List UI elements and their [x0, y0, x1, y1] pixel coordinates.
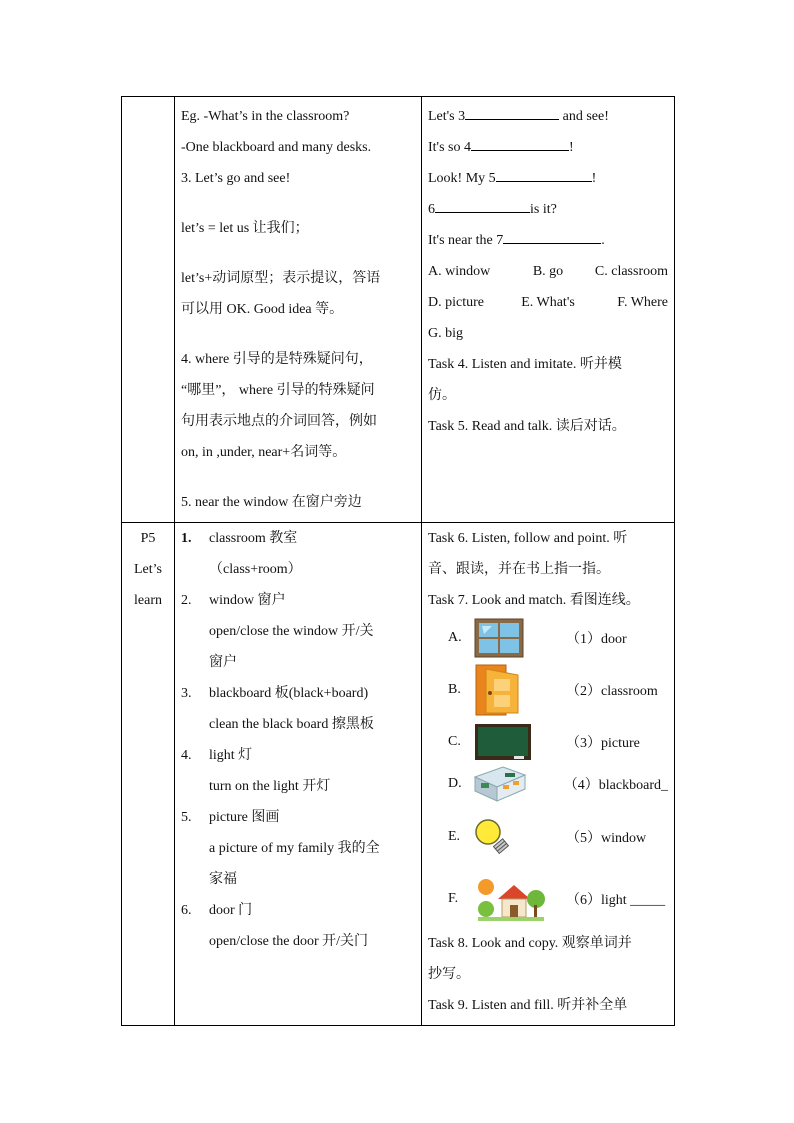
table-row — [122, 97, 675, 523]
row2-col3 — [422, 523, 675, 1026]
fill-line-7: It's near the 7 . — [428, 225, 668, 256]
blank-3[interactable] — [465, 105, 559, 120]
example-question: Eg. -What’s in the classroom? — [181, 109, 350, 124]
blank-5[interactable] — [496, 167, 592, 182]
where-note-2: “哪里”， where 引导的特殊疑问 — [181, 383, 375, 398]
blank-6[interactable] — [435, 198, 530, 213]
task-8-cont: 抄写。 — [428, 967, 470, 982]
lets-usage-1: let’s+动词原型；表示提议，答语 — [181, 271, 381, 286]
door-icon[interactable] — [474, 662, 544, 718]
near-note: 5. near the window 在窗户旁边 — [181, 495, 362, 510]
blackboard-icon[interactable] — [474, 719, 544, 765]
task-9: Task 9. Listen and fill. 听并补全单 — [428, 998, 628, 1013]
task-6: Task 6. Listen, follow and point. 听 — [428, 531, 628, 546]
picture-icon[interactable] — [474, 872, 554, 926]
options-row-3: G. big — [428, 326, 463, 341]
blank-4[interactable] — [471, 136, 569, 151]
vocab-classroom: classroom 教室 — [209, 531, 298, 546]
light-bulb-icon[interactable] — [474, 809, 544, 865]
note-3: 3. Let’s go and see! — [181, 171, 291, 186]
row2-col2: 1. classroom 教室 （class+room） 2. window 窗户 open/close the window 开/关 窗户 3. blackboard 板(black+board) clean the black board 擦黑板 4. light 灯 turn on the light 开灯 5. picture 图画 a picture of my family 我的全 家福 6. door 门 open/close the door 开/关门 — [175, 523, 422, 1026]
example-answer: -One blackboard and many desks. — [181, 140, 372, 155]
task-4: Task 4. Listen and imitate. 听并模 — [428, 357, 622, 372]
task-8: Task 8. Look and copy. 观察单词并 — [428, 936, 632, 951]
section-label: Let’s — [134, 562, 162, 577]
table-row — [122, 523, 675, 1026]
vocab-picture: picture 图画 — [209, 810, 280, 825]
fill-line-5: Look! My 5 ! — [428, 163, 668, 194]
lesson-table — [121, 96, 675, 1026]
vocab-window: window 窗户 — [209, 593, 286, 608]
row1-col2 — [175, 97, 422, 523]
task-6-cont: 音、跟读，并在书上指一指。 — [428, 562, 610, 577]
task-7: Task 7. Look and match. 看图连线。 — [428, 593, 640, 608]
match-row: B. （2）classroom — [428, 660, 668, 720]
lets-usage-2: 可以用 OK. Good idea 等。 — [181, 302, 344, 317]
options-row-2: D. picture E. What's F. Where — [428, 295, 668, 310]
match-row: C. （3）picture — [428, 720, 668, 764]
blank-7[interactable] — [503, 229, 601, 244]
section-label: P5 — [140, 531, 156, 546]
fill-line-6: 6 is it? — [428, 194, 668, 225]
options-row-1: A. window B. go C. classroom — [428, 264, 668, 279]
vocab-door: door 门 — [209, 903, 253, 918]
where-note-3: 句用表示地点的介词回答，例如 — [181, 414, 377, 429]
task-5: Task 5. Read and talk. 读后对话。 — [428, 419, 626, 434]
classroom-icon[interactable] — [473, 761, 541, 807]
lets-equals: let’s = let us 让我们； — [181, 221, 309, 236]
match-row: F. （6）light _____ — [428, 870, 668, 928]
fill-line-4: It's so 4 ! — [428, 132, 668, 163]
vocab-light: light 灯 — [209, 748, 253, 763]
where-note-4: on, in ,under, near+名词等。 — [181, 445, 347, 460]
section-label: learn — [134, 593, 162, 608]
row1-col1 — [122, 97, 175, 523]
task-4-cont: 仿。 — [428, 388, 456, 403]
match-row: D. （4）blackboard_ — [428, 764, 668, 804]
fill-line-3: Let's 3 and see! — [428, 101, 668, 132]
match-row: A. （1）door — [428, 616, 668, 660]
window-icon[interactable] — [474, 615, 544, 661]
row2-col1 — [122, 523, 175, 1026]
match-row: E. （5）window — [428, 804, 668, 870]
vocab-blackboard: blackboard 板(black+board) — [209, 686, 369, 701]
where-note-1: 4. where 引导的是特殊疑问句， — [181, 352, 373, 367]
row1-col3 — [422, 97, 675, 523]
